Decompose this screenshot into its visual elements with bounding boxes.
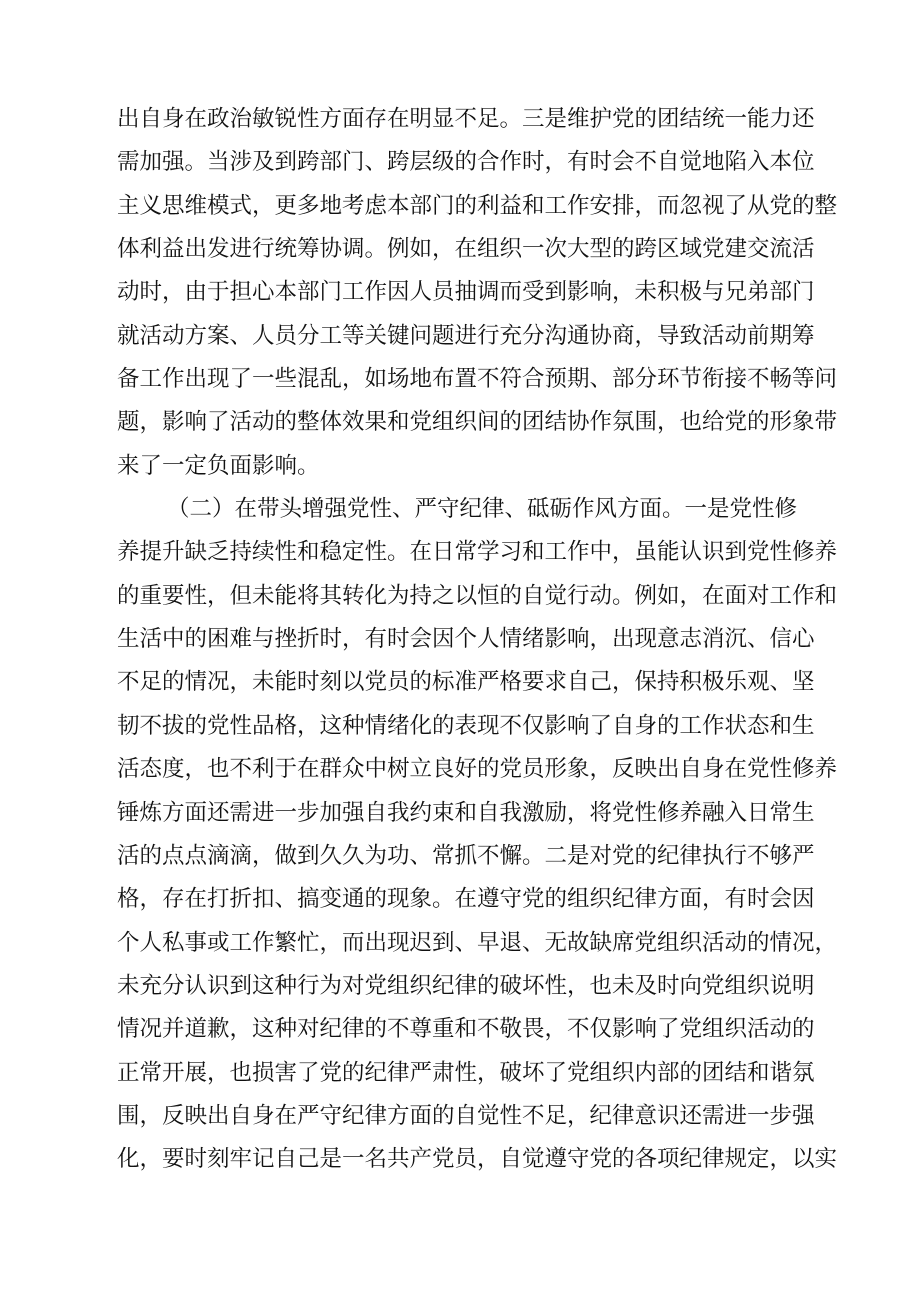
text-line: 化，要时刻牢记自己是一名共产党员，自觉遵守党的各项纪律规定，以实 [117,1146,838,1173]
text-line: 生活中的困难与挫折时，有时会因个人情绪影响，出现意志消沉、信心 [117,626,815,653]
text-line: 体利益出发进行统筹协调。例如，在组织一次大型的跨区域党建交流活 [117,236,815,263]
text-line: 不足的情况，未能时刻以党员的标准严格要求自己，保持积极乐观、坚 [117,669,815,696]
text-line: 情况并道歉，这种对纪律的不尊重和不敬畏，不仅影响了党组织活动的 [117,1016,815,1043]
text-line: 锤炼方面还需进一步加强自我约束和自我激励，将党性修养融入日常生 [117,799,815,826]
text-line: 动时，由于担心本部门工作因人员抽调而受到影响，未积极与兄弟部门 [117,279,815,306]
text-line: 的重要性，但未能将其转化为持之以恒的自觉行动。例如，在面对工作和 [117,582,838,609]
text-line: 就活动方案、人员分工等关键问题进行充分沟通协商，导致活动前期筹 [117,322,815,349]
text-line: 主义思维模式，更多地考虑本部门的利益和工作安排，而忽视了从党的整 [117,192,838,219]
text-line: 正常开展，也损害了党的纪律严肃性，破坏了党组织内部的团结和谐氛 [117,1059,815,1086]
text-line: 备工作出现了一些混乱，如场地布置不符合预期、部分环节衔接不畅等问 [117,366,838,393]
text-line: 活的点点滴滴，做到久久为功、常抓不懈。二是对党的纪律执行不够严 [117,842,815,869]
body-text [117,98,838,1182]
text-line: 未充分认识到这种行为对党组织纪律的破坏性，也未及时向党组织说明 [117,972,815,999]
text-line: 题，影响了活动的整体效果和党组织间的团结协作氛围，也给党的形象带 [117,409,838,436]
text-line: 出自身在政治敏锐性方面存在明显不足。三是维护党的团结统一能力还 [117,106,815,132]
text-line: 来了一定负面影响。 [117,452,320,479]
text-line: 韧不拔的党性品格，这种情绪化的表现不仅影响了自身的工作状态和生 [117,712,815,739]
text-line: 围，反映出自身在严守纪律方面的自觉性不足，纪律意识还需进一步强 [117,1102,815,1129]
text-line: 格，存在打折扣、搞变通的现象。在遵守党的组织纪律方面，有时会因 [117,886,815,913]
text-line: 养提升缺乏持续性和稳定性。在日常学习和工作中，虽能认识到党性修养 [117,539,838,566]
section-heading-line: （二）在带头增强党性、严守纪律、砥砺作风方面。一是党性修 [167,496,798,523]
text-line: 个人私事或工作繁忙，而出现迟到、早退、无故缺席党组织活动的情况， [117,929,838,956]
text-line: 需加强。当涉及到跨部门、跨层级的合作时，有时会不自觉地陷入本位 [117,149,815,176]
text-line: 活态度，也不利于在群众中树立良好的党员形象，反映出自身在党性修养 [117,756,838,783]
